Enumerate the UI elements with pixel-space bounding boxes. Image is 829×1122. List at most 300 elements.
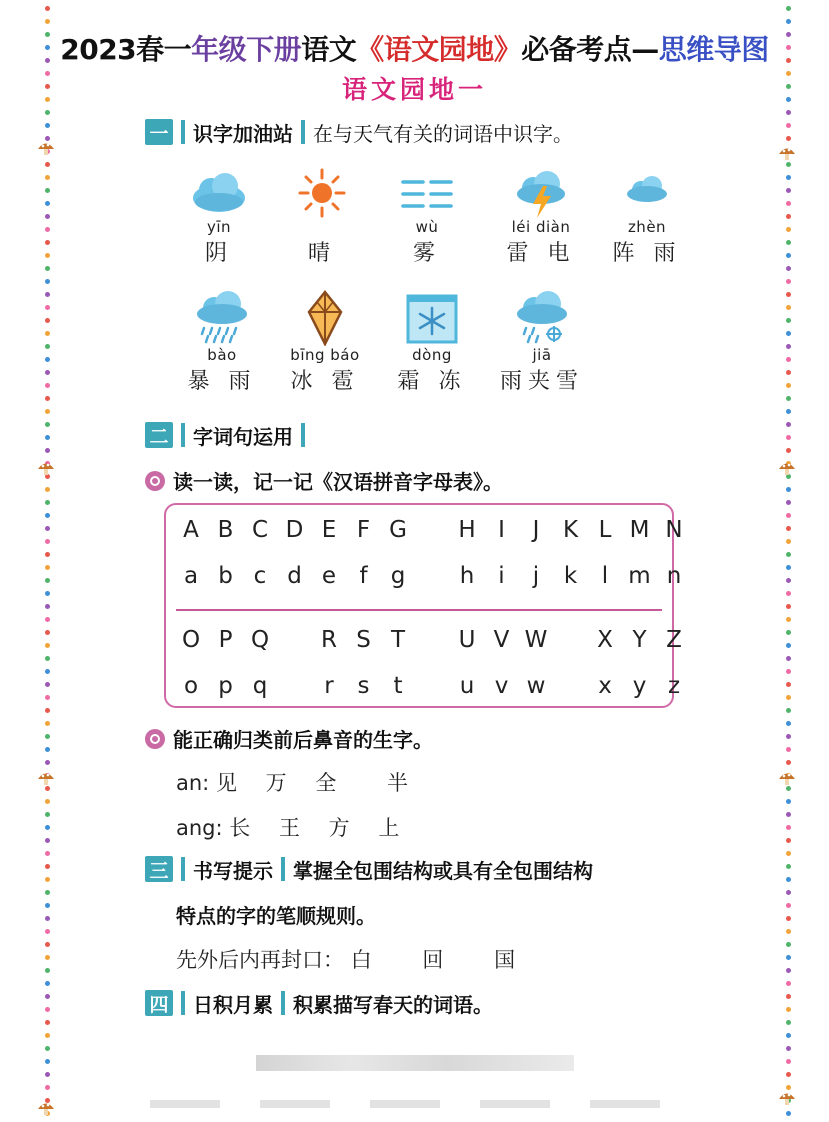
border-dot bbox=[45, 1085, 50, 1090]
right-dotted-border bbox=[785, 0, 793, 1122]
hanzi-label: 霜 冻 bbox=[397, 369, 467, 394]
alphabet-letter: j bbox=[532, 563, 540, 589]
border-dot bbox=[786, 916, 791, 921]
border-dot bbox=[786, 500, 791, 505]
pinyin-label: dòng bbox=[412, 346, 452, 364]
alphabet-letter: V bbox=[493, 627, 510, 653]
an-char: 半 bbox=[387, 771, 409, 795]
weather-item bbox=[382, 168, 472, 267]
border-dot bbox=[45, 201, 50, 206]
border-dot bbox=[45, 318, 50, 323]
border-dot bbox=[45, 175, 50, 180]
mushroom-icon bbox=[36, 770, 56, 786]
section-divider bbox=[181, 991, 185, 1015]
mushroom-icon bbox=[36, 1100, 56, 1116]
sleet-cloud-icon bbox=[510, 290, 574, 346]
border-dot bbox=[786, 370, 791, 375]
border-dot bbox=[45, 539, 50, 544]
an-char: 见 bbox=[215, 771, 237, 795]
mushroom-icon bbox=[777, 145, 797, 161]
alphabet-letter: v bbox=[494, 673, 509, 699]
title-part-2: 年级下册 bbox=[191, 33, 302, 66]
border-dot bbox=[786, 929, 791, 934]
border-dot bbox=[45, 487, 50, 492]
border-dot bbox=[45, 227, 50, 232]
border-dot bbox=[45, 6, 50, 11]
alphabet-letter: q bbox=[252, 673, 268, 699]
weather-item bbox=[602, 168, 692, 267]
border-dot bbox=[45, 812, 50, 817]
alphabet-letter: p bbox=[218, 673, 233, 699]
alphabet-letter: B bbox=[217, 517, 234, 543]
blurred-watermark bbox=[256, 1055, 574, 1071]
section-4-desc: 积累描写春天的词语。 bbox=[293, 992, 493, 1017]
border-dot bbox=[45, 565, 50, 570]
alphabet-letter: R bbox=[321, 627, 337, 653]
border-dot bbox=[45, 370, 50, 375]
border-dot bbox=[786, 994, 791, 999]
section-divider bbox=[181, 120, 185, 144]
weather-item bbox=[497, 290, 587, 395]
border-dot bbox=[786, 942, 791, 947]
border-dot bbox=[786, 253, 791, 258]
border-dot bbox=[786, 19, 791, 24]
border-dot bbox=[786, 188, 791, 193]
pinyin-label: léi diàn bbox=[511, 218, 571, 236]
thunder-cloud-icon bbox=[509, 168, 573, 218]
border-dot bbox=[45, 162, 50, 167]
bullet-item-alphabet bbox=[145, 466, 503, 495]
an-char: 万 bbox=[265, 771, 287, 795]
border-dot bbox=[45, 526, 50, 531]
border-dot bbox=[45, 396, 50, 401]
border-dot bbox=[786, 357, 791, 362]
section-4-title: 日积月累 bbox=[193, 992, 273, 1017]
border-dot bbox=[786, 487, 791, 492]
hanzi-label: 暴 雨 bbox=[187, 369, 257, 394]
border-dot bbox=[786, 6, 791, 11]
border-dot bbox=[45, 513, 50, 518]
mushroom-icon bbox=[777, 460, 797, 476]
page-title bbox=[0, 28, 829, 68]
border-dot bbox=[45, 747, 50, 752]
sun-icon bbox=[290, 168, 354, 218]
fog-icon bbox=[395, 168, 459, 218]
section-1-header bbox=[145, 117, 573, 147]
border-dot bbox=[786, 695, 791, 700]
rain-cloud-icon bbox=[190, 290, 254, 346]
rule-char: 回 bbox=[422, 948, 444, 972]
pinyin-label: yīn bbox=[206, 218, 232, 236]
alphabet-letter: s bbox=[357, 673, 370, 699]
border-dot bbox=[786, 604, 791, 609]
section-1-title: 识字加油站 bbox=[193, 121, 293, 146]
border-dot bbox=[786, 591, 791, 596]
border-dot bbox=[786, 578, 791, 583]
border-dot bbox=[45, 409, 50, 414]
border-dot bbox=[45, 344, 50, 349]
border-dot bbox=[786, 318, 791, 323]
section-2-header bbox=[145, 420, 313, 450]
alphabet-letter: t bbox=[393, 673, 403, 699]
alphabet-letter: I bbox=[498, 517, 505, 543]
alphabet-letter: M bbox=[629, 517, 650, 543]
alphabet-letter: z bbox=[667, 673, 681, 699]
cutoff-content bbox=[150, 1100, 670, 1108]
section-2-title: 字词句运用 bbox=[193, 424, 293, 449]
border-dot bbox=[786, 383, 791, 388]
border-dot bbox=[45, 656, 50, 661]
border-dot bbox=[786, 435, 791, 440]
section-3-header bbox=[145, 854, 593, 884]
border-dot bbox=[45, 942, 50, 947]
border-dot bbox=[45, 383, 50, 388]
hanzi-label: 冰 雹 bbox=[290, 369, 360, 394]
section-divider bbox=[281, 991, 285, 1015]
pinyin-label: zhèn bbox=[627, 218, 667, 236]
border-dot bbox=[786, 1020, 791, 1025]
border-dot bbox=[45, 968, 50, 973]
border-dot bbox=[786, 266, 791, 271]
bullet-text: 读一读，记一记《汉语拼音字母表》。 bbox=[173, 470, 503, 494]
border-dot bbox=[45, 630, 50, 635]
border-dot bbox=[45, 1072, 50, 1077]
small-cloud-icon bbox=[615, 168, 679, 218]
border-dot bbox=[786, 331, 791, 336]
border-dot bbox=[786, 110, 791, 115]
left-dotted-border bbox=[44, 0, 52, 1122]
flower-bullet-icon bbox=[145, 729, 165, 749]
weather-item bbox=[387, 290, 477, 395]
section-3-desc: 掌握全包围结构或具有全包围结构 bbox=[293, 858, 593, 883]
border-dot bbox=[45, 19, 50, 24]
mushroom-icon bbox=[777, 770, 797, 786]
alphabet-letter: D bbox=[285, 517, 304, 543]
border-dot bbox=[45, 734, 50, 739]
border-dot bbox=[786, 981, 791, 986]
border-dot bbox=[45, 240, 50, 245]
an-char: 全 bbox=[315, 771, 337, 795]
alphabet-letter: A bbox=[183, 517, 199, 543]
hanzi-label: 雨夹雪 bbox=[499, 369, 584, 394]
alphabet-letter: h bbox=[459, 563, 475, 589]
an-line bbox=[176, 767, 408, 797]
hail-icon bbox=[293, 290, 357, 346]
border-dot bbox=[45, 916, 50, 921]
weather-item bbox=[277, 168, 367, 267]
border-dot bbox=[786, 721, 791, 726]
border-dot bbox=[786, 1059, 791, 1064]
alphabet-letter: K bbox=[562, 517, 579, 543]
border-dot bbox=[786, 617, 791, 622]
weather-item bbox=[174, 168, 264, 267]
border-dot bbox=[45, 864, 50, 869]
frost-icon bbox=[400, 290, 464, 346]
rule-label: 先外后内再封口： bbox=[176, 948, 344, 972]
border-dot bbox=[45, 552, 50, 557]
border-dot bbox=[786, 630, 791, 635]
ang-char: 上 bbox=[378, 816, 400, 840]
border-dot bbox=[45, 123, 50, 128]
alphabet-letter: C bbox=[251, 517, 269, 543]
border-dot bbox=[786, 851, 791, 856]
hanzi-label: 阴 bbox=[204, 241, 233, 266]
border-dot bbox=[45, 721, 50, 726]
section-divider bbox=[301, 423, 305, 447]
border-dot bbox=[786, 799, 791, 804]
border-dot bbox=[45, 890, 50, 895]
alphabet-letter: l bbox=[601, 563, 609, 589]
alphabet-letter: k bbox=[563, 563, 578, 589]
alphabet-letter: X bbox=[597, 627, 613, 653]
border-dot bbox=[786, 344, 791, 349]
alphabet-letter: b bbox=[218, 563, 233, 589]
border-dot bbox=[786, 1007, 791, 1012]
border-dot bbox=[45, 1059, 50, 1064]
border-dot bbox=[786, 877, 791, 882]
alphabet-letter: U bbox=[458, 627, 476, 653]
section-divider bbox=[281, 857, 285, 881]
alphabet-letter: x bbox=[598, 673, 612, 699]
alphabet-letter: m bbox=[628, 563, 651, 589]
weather-item bbox=[280, 290, 370, 395]
alphabet-letter: e bbox=[321, 563, 337, 589]
border-dot bbox=[45, 448, 50, 453]
border-dot bbox=[45, 253, 50, 258]
border-dot bbox=[786, 279, 791, 284]
border-dot bbox=[45, 760, 50, 765]
border-dot bbox=[45, 305, 50, 310]
alphabet-letter: f bbox=[359, 563, 368, 589]
border-dot bbox=[786, 903, 791, 908]
alphabet-letter: E bbox=[321, 517, 337, 543]
border-dot bbox=[45, 435, 50, 440]
mushroom-icon bbox=[36, 460, 56, 476]
border-dot bbox=[786, 565, 791, 570]
border-dot bbox=[45, 786, 50, 791]
border-dot bbox=[786, 175, 791, 180]
pinyin-label bbox=[277, 218, 367, 236]
border-dot bbox=[45, 188, 50, 193]
rule-char: 白 bbox=[350, 948, 372, 972]
alphabet-letter: G bbox=[389, 517, 407, 543]
title-part-4: 《语文园地》 bbox=[356, 33, 522, 66]
weather-item bbox=[177, 290, 267, 395]
border-dot bbox=[45, 604, 50, 609]
border-dot bbox=[786, 838, 791, 843]
mushroom-icon bbox=[777, 1090, 797, 1106]
pinyin-label: bào bbox=[207, 346, 237, 364]
alphabet-letter: Y bbox=[632, 627, 647, 653]
ang-char: 长 bbox=[229, 816, 251, 840]
alphabet-letter: d bbox=[287, 563, 302, 589]
border-dot bbox=[786, 1046, 791, 1051]
alphabet-letter: a bbox=[183, 563, 199, 589]
alphabet-letter: Z bbox=[666, 627, 682, 653]
pinyin-label: bīng báo bbox=[290, 346, 360, 364]
border-dot bbox=[45, 331, 50, 336]
border-dot bbox=[45, 877, 50, 882]
rule-line bbox=[176, 944, 515, 974]
border-dot bbox=[45, 695, 50, 700]
alphabet-letter: W bbox=[524, 627, 548, 653]
border-dot bbox=[45, 903, 50, 908]
border-dot bbox=[786, 448, 791, 453]
border-dot bbox=[45, 643, 50, 648]
border-dot bbox=[786, 825, 791, 830]
border-dot bbox=[45, 994, 50, 999]
border-dot bbox=[786, 162, 791, 167]
alphabet-letter: u bbox=[459, 673, 475, 699]
border-dot bbox=[786, 669, 791, 674]
hanzi-label: 晴 bbox=[307, 241, 336, 266]
ang-char: 方 bbox=[328, 816, 350, 840]
border-dot bbox=[786, 812, 791, 817]
border-dot bbox=[786, 214, 791, 219]
alphabet-letter: J bbox=[532, 517, 540, 543]
border-dot bbox=[45, 422, 50, 427]
border-dot bbox=[786, 292, 791, 297]
alphabet-letter: i bbox=[498, 563, 505, 589]
border-dot bbox=[786, 1111, 791, 1116]
border-dot bbox=[45, 838, 50, 843]
border-dot bbox=[45, 981, 50, 986]
alphabet-letter: S bbox=[356, 627, 371, 653]
border-dot bbox=[786, 747, 791, 752]
alphabet-letter: L bbox=[598, 517, 612, 543]
pinyin-label: wù bbox=[415, 218, 439, 236]
an-label: an: bbox=[176, 771, 210, 795]
border-dot bbox=[786, 526, 791, 531]
title-part-5: 必备考点— bbox=[521, 33, 659, 66]
border-dot bbox=[45, 617, 50, 622]
section-4-number: 四 bbox=[145, 990, 173, 1016]
border-dot bbox=[786, 682, 791, 687]
alphabet-letter: w bbox=[526, 673, 546, 699]
border-dot bbox=[786, 136, 791, 141]
alphabet-letter: N bbox=[665, 517, 683, 543]
section-1-desc: 在与天气有关的词语中识字。 bbox=[313, 121, 573, 146]
border-dot bbox=[786, 227, 791, 232]
border-dot bbox=[786, 760, 791, 765]
border-dot bbox=[786, 123, 791, 128]
border-dot bbox=[45, 708, 50, 713]
border-dot bbox=[786, 968, 791, 973]
border-dot bbox=[45, 1020, 50, 1025]
alphabet-letter: Q bbox=[250, 627, 270, 653]
border-dot bbox=[45, 500, 50, 505]
section-divider bbox=[301, 120, 305, 144]
border-dot bbox=[45, 1046, 50, 1051]
border-dot bbox=[45, 955, 50, 960]
cloud-icon bbox=[187, 168, 251, 218]
alphabet-letter: H bbox=[458, 517, 476, 543]
alphabet-table bbox=[164, 503, 683, 708]
border-dot bbox=[45, 591, 50, 596]
border-dot bbox=[45, 1033, 50, 1038]
alphabet-letter: g bbox=[390, 563, 406, 589]
ang-char: 王 bbox=[278, 816, 300, 840]
alphabet-letter: O bbox=[181, 627, 201, 653]
border-dot bbox=[45, 682, 50, 687]
hanzi-label: 阵 雨 bbox=[612, 241, 682, 266]
border-dot bbox=[45, 357, 50, 362]
alphabet-letter: n bbox=[666, 563, 682, 589]
section-3-number: 三 bbox=[145, 856, 173, 882]
section-3-title: 书写提示 bbox=[193, 858, 273, 883]
border-dot bbox=[786, 552, 791, 557]
weather-item bbox=[496, 168, 586, 267]
alphabet-letter: o bbox=[183, 673, 199, 699]
pinyin-label: jiā bbox=[532, 346, 552, 364]
border-dot bbox=[786, 786, 791, 791]
border-dot bbox=[786, 955, 791, 960]
mushroom-icon bbox=[36, 140, 56, 156]
border-dot bbox=[786, 201, 791, 206]
section-divider bbox=[181, 423, 185, 447]
border-dot bbox=[786, 539, 791, 544]
border-dot bbox=[45, 279, 50, 284]
ang-label: ang: bbox=[176, 816, 223, 840]
border-dot bbox=[45, 825, 50, 830]
border-dot bbox=[786, 513, 791, 518]
title-part-6: 思维导图 bbox=[658, 33, 769, 66]
section-2-number: 二 bbox=[145, 422, 173, 448]
border-dot bbox=[786, 708, 791, 713]
hanzi-label: 雾 bbox=[412, 241, 441, 266]
border-dot bbox=[786, 240, 791, 245]
bullet-text: 能正确归类前后鼻音的生字。 bbox=[173, 728, 433, 752]
border-dot bbox=[786, 864, 791, 869]
subtitle: 语文园地一 bbox=[341, 75, 487, 104]
ang-line bbox=[176, 812, 399, 842]
alphabet-letter: r bbox=[324, 673, 334, 699]
border-dot bbox=[786, 656, 791, 661]
rule-char: 国 bbox=[494, 948, 516, 972]
border-dot bbox=[786, 1072, 791, 1077]
border-dot bbox=[45, 266, 50, 271]
border-dot bbox=[786, 409, 791, 414]
border-dot bbox=[786, 643, 791, 648]
flower-bullet-icon bbox=[145, 471, 165, 491]
border-dot bbox=[45, 929, 50, 934]
border-dot bbox=[45, 578, 50, 583]
border-dot bbox=[786, 890, 791, 895]
section-1-number: 一 bbox=[145, 119, 173, 145]
alphabet-divider bbox=[176, 609, 662, 611]
alphabet-letter: P bbox=[218, 627, 233, 653]
alphabet-letter: c bbox=[253, 563, 267, 589]
border-dot bbox=[786, 422, 791, 427]
bullet-item-nasal bbox=[145, 724, 433, 753]
border-dot bbox=[45, 214, 50, 219]
title-part-1: 2023春一 bbox=[60, 33, 192, 66]
section-3-desc-cont: 特点的字的笔顺规则。 bbox=[176, 904, 376, 928]
border-dot bbox=[786, 734, 791, 739]
alphabet-letter: T bbox=[390, 627, 406, 653]
alphabet-letter: y bbox=[632, 673, 647, 699]
border-dot bbox=[45, 669, 50, 674]
border-dot bbox=[45, 851, 50, 856]
border-dot bbox=[786, 396, 791, 401]
border-dot bbox=[45, 110, 50, 115]
border-dot bbox=[45, 292, 50, 297]
border-dot bbox=[45, 1007, 50, 1012]
border-dot bbox=[45, 799, 50, 804]
border-dot bbox=[786, 305, 791, 310]
title-part-3: 语文 bbox=[301, 33, 357, 66]
border-dot bbox=[786, 1033, 791, 1038]
